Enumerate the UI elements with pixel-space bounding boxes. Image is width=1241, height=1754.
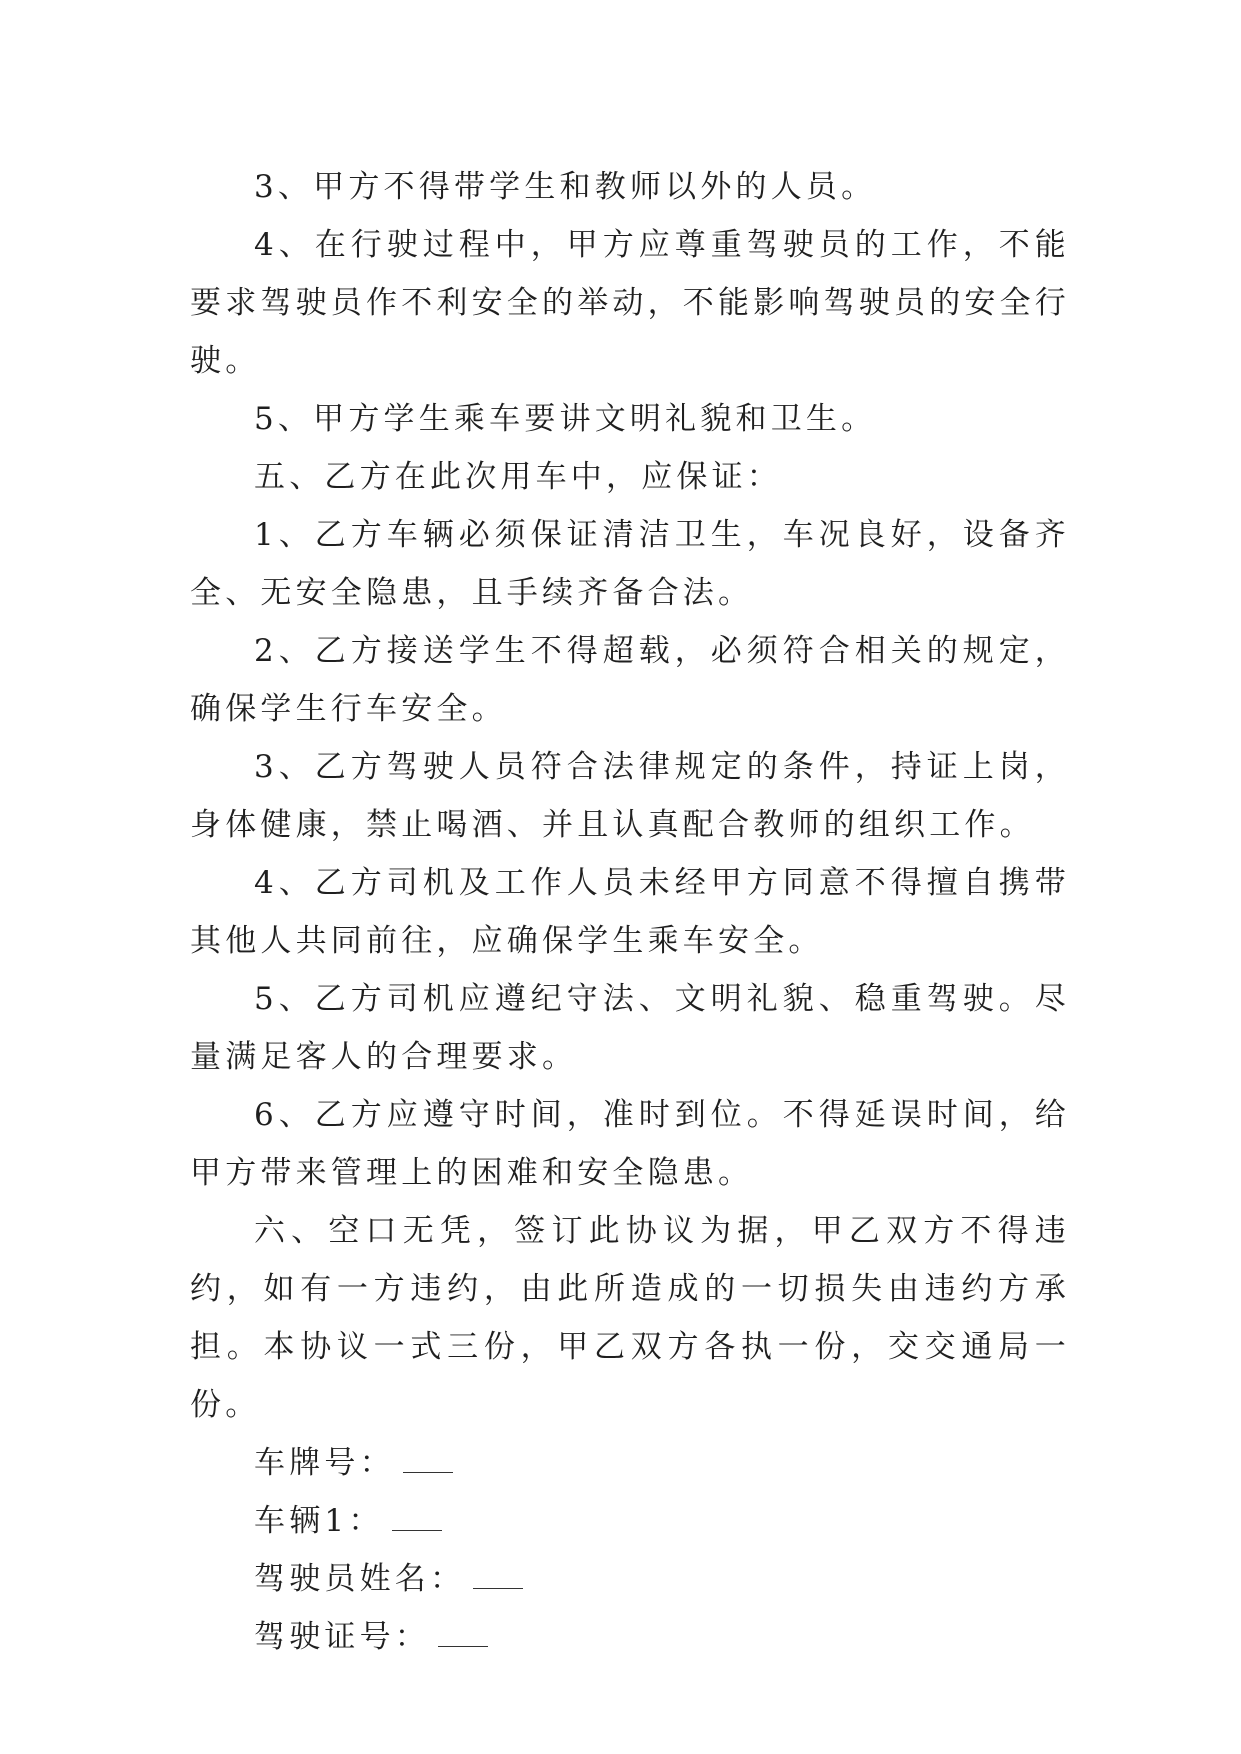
field-plate-number [190, 1434, 1070, 1492]
field-label: 车辆1： [254, 1503, 384, 1539]
field-driver-name [190, 1550, 1070, 1608]
paragraph-no-extra-persons: 4、乙方司机及工作人员未经甲方同意不得擅自携带其他人共同前往，应确保学生乘车安全。 [190, 865, 1070, 959]
blank-line [473, 1566, 523, 1589]
paragraph-respect-driver: 4、在行驶过程中，甲方应尊重驾驶员的工作，不能要求驾驶员作不利安全的举动，不能影响驾驶员的安全行驶。 [190, 227, 1070, 379]
blank-line [403, 1450, 453, 1473]
field-label: 驾驶员姓名： [254, 1561, 466, 1597]
paragraph-no-overload: 2、乙方接送学生不得超载，必须符合相关的规定，确保学生行车安全。 [190, 633, 1070, 727]
paragraph-passenger-restriction: 3、甲方不得带学生和教师以外的人员。 [254, 169, 877, 205]
field-label: 车牌号： [254, 1445, 395, 1481]
field-label: 驾驶证号： [254, 1619, 430, 1655]
paragraph-driver-conduct: 5、乙方司机应遵纪守法、文明礼貌、稳重驾驶。尽量满足客人的合理要求。 [190, 981, 1070, 1075]
paragraph-driver-qualification: 3、乙方驾驶人员符合法律规定的条件，持证上岗，身体健康，禁止喝酒、并且认真配合教师的组织工作。 [190, 749, 1070, 843]
paragraph-vehicle-condition: 1、乙方车辆必须保证清洁卫生，车况良好，设备齐全、无安全隐患，且手续齐备合法。 [190, 517, 1070, 611]
paragraph-civility: 5、甲方学生乘车要讲文明礼貌和卫生。 [254, 401, 877, 437]
section-heading-party-b: 五、乙方在此次用车中，应保证： [254, 459, 782, 495]
blank-line [392, 1508, 442, 1531]
field-vehicle [190, 1492, 1070, 1550]
field-license-number [190, 1608, 1070, 1666]
document-page [190, 158, 1070, 1666]
paragraph-punctuality: 6、乙方应遵守时间，准时到位。不得延误时间，给甲方带来管理上的困难和安全隐患。 [190, 1097, 1070, 1191]
blank-line [438, 1624, 488, 1647]
paragraph-agreement-terms: 六、空口无凭，签订此协议为据，甲乙双方不得违约，如有一方违约，由此所造成的一切损失由违约方承担。本协议一式三份，甲乙双方各执一份，交交通局一份。 [190, 1213, 1070, 1423]
